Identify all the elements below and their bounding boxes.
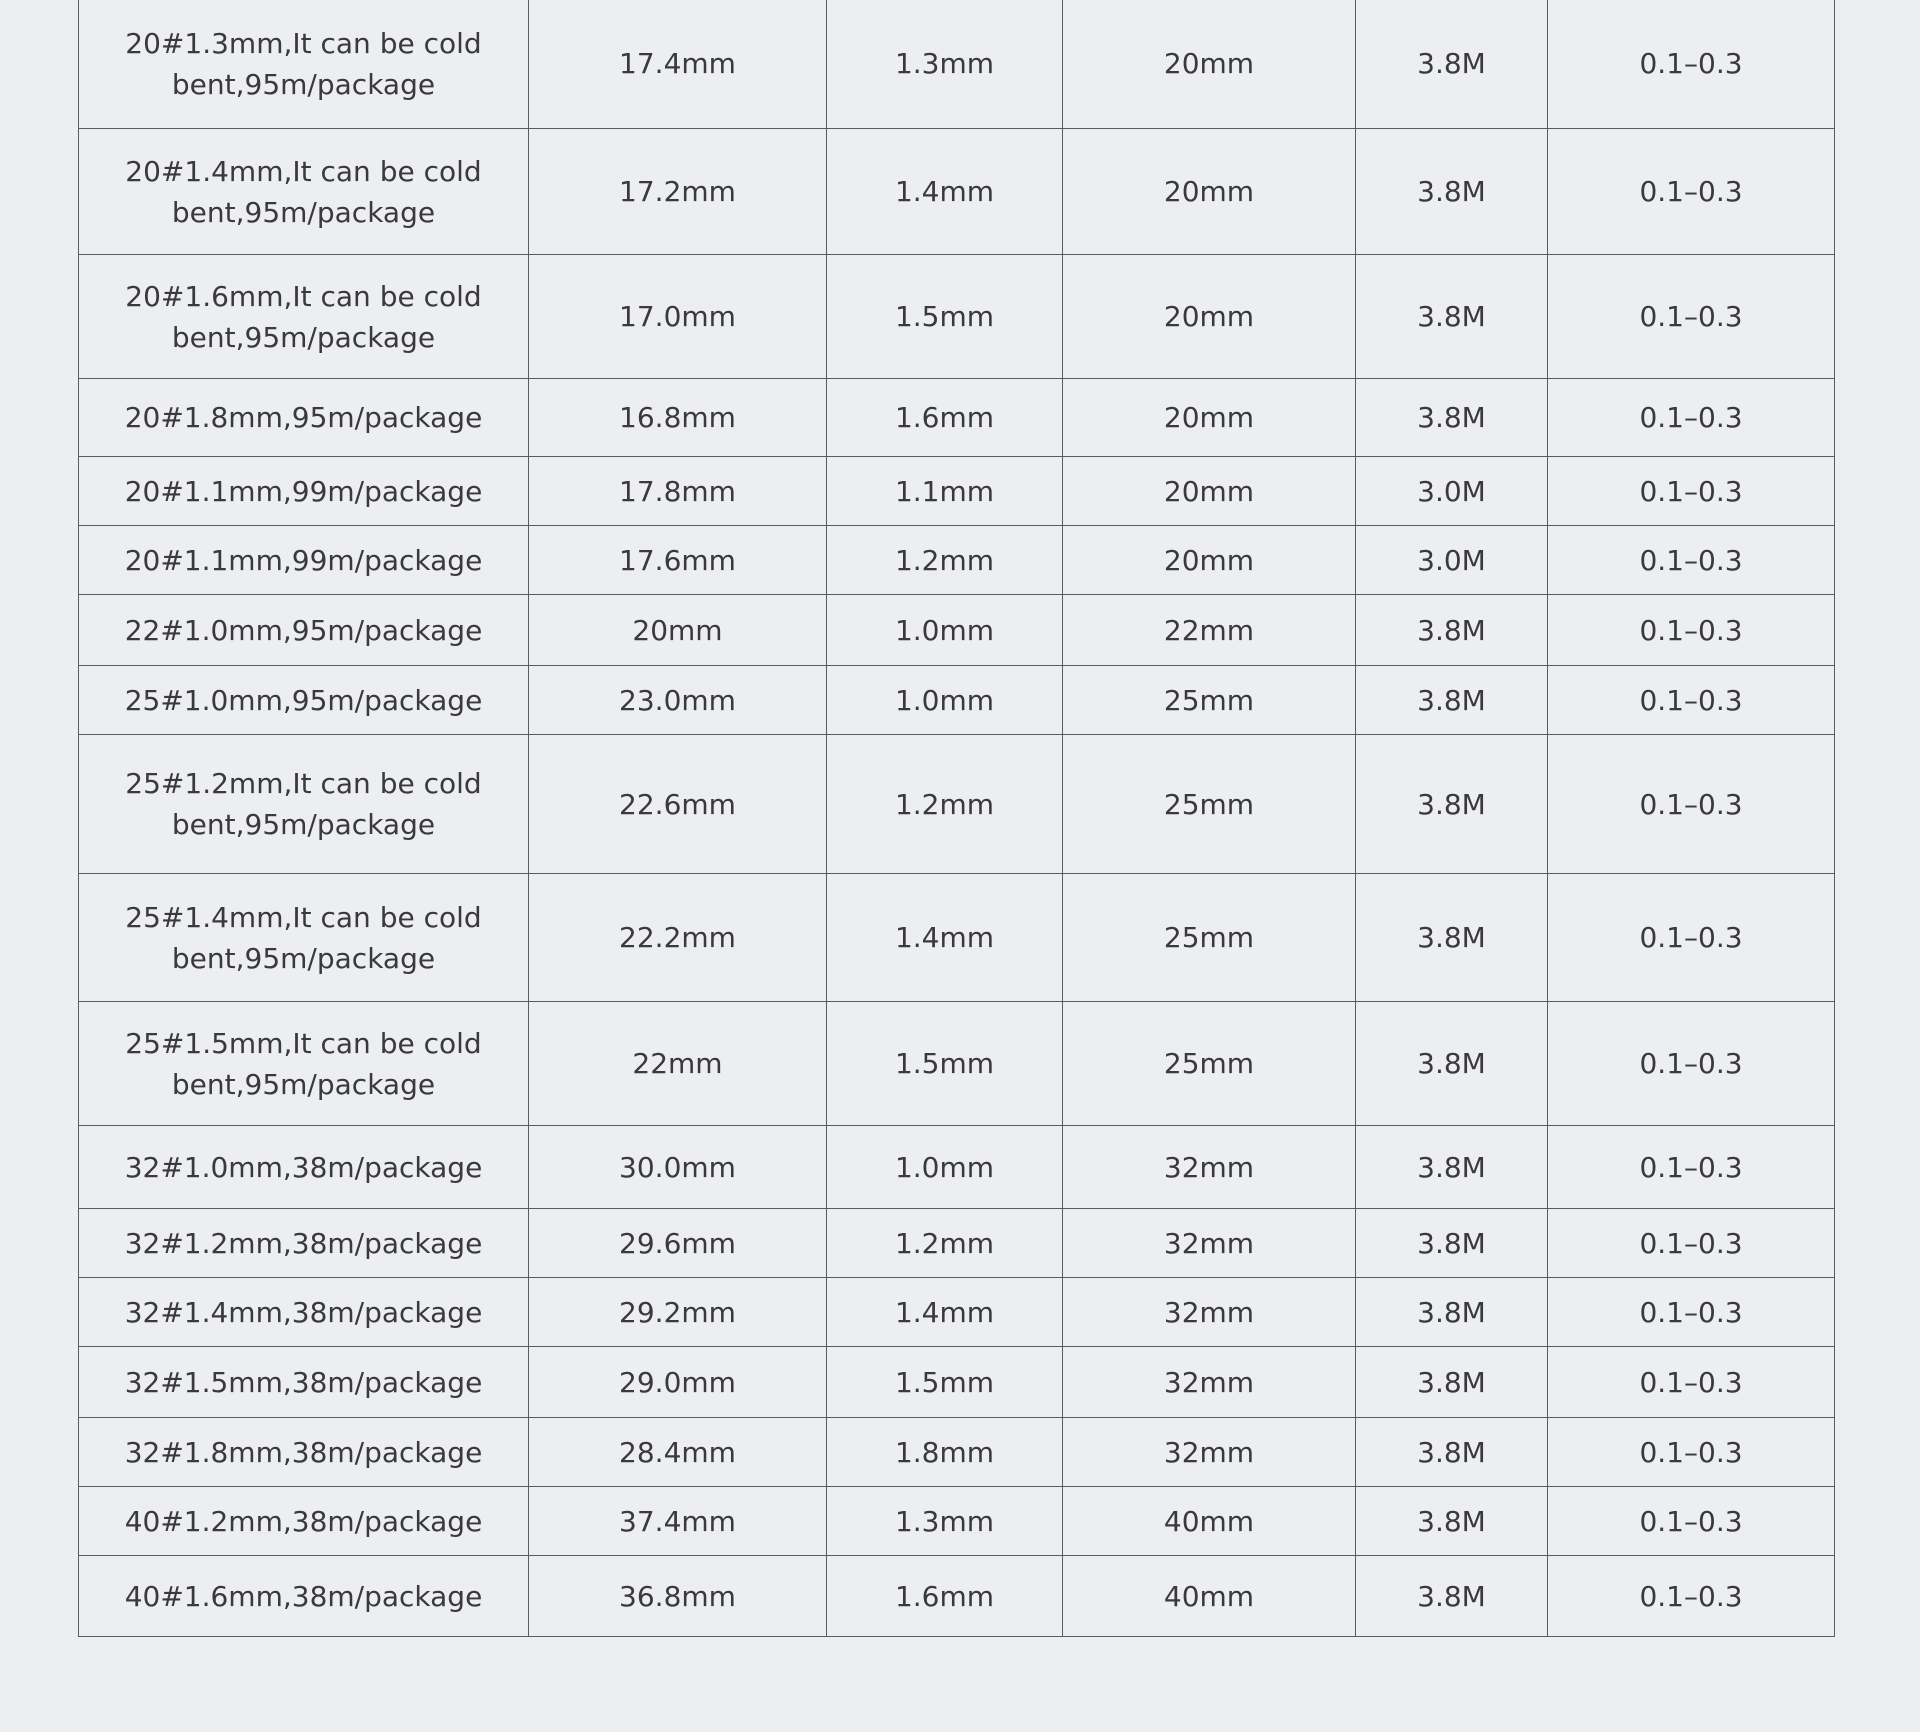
table-row — [79, 1347, 1835, 1418]
cell: 3.8M — [1356, 1347, 1548, 1418]
cell: 29.0mm — [529, 1347, 827, 1418]
cell: 3.8M — [1356, 1556, 1548, 1637]
spec-cell: 32#1.4mm,38m/package — [79, 1278, 529, 1347]
spec-cell: 32#1.5mm,38m/package — [79, 1347, 529, 1418]
cell: 17.4mm — [529, 0, 827, 129]
cell: 20mm — [1063, 457, 1356, 526]
table-row — [79, 1556, 1835, 1637]
table-row — [79, 666, 1835, 735]
cell: 1.2mm — [827, 1209, 1063, 1278]
cell: 17.2mm — [529, 129, 827, 255]
cell: 0.1–0.3 — [1548, 1556, 1835, 1637]
spec-cell: 20#1.1mm,99m/package — [79, 457, 529, 526]
cell: 20mm — [529, 595, 827, 666]
table-row — [79, 1126, 1835, 1209]
cell: 37.4mm — [529, 1487, 827, 1556]
cell: 20mm — [1063, 379, 1356, 457]
cell: 0.1–0.3 — [1548, 1278, 1835, 1347]
cell: 1.0mm — [827, 1126, 1063, 1209]
cell: 0.1–0.3 — [1548, 379, 1835, 457]
cell: 3.8M — [1356, 0, 1548, 129]
spec-cell: 20#1.3mm,It can be cold bent,95m/package — [79, 0, 529, 129]
cell: 22.6mm — [529, 735, 827, 874]
table-row — [79, 735, 1835, 874]
cell: 25mm — [1063, 1002, 1356, 1126]
cell: 22mm — [529, 1002, 827, 1126]
table-row — [79, 255, 1835, 379]
cell: 17.8mm — [529, 457, 827, 526]
cell: 3.0M — [1356, 526, 1548, 595]
cell: 29.6mm — [529, 1209, 827, 1278]
cell: 3.8M — [1356, 874, 1548, 1002]
cell: 3.8M — [1356, 1126, 1548, 1209]
cell: 40mm — [1063, 1487, 1356, 1556]
cell: 3.8M — [1356, 666, 1548, 735]
cell: 17.6mm — [529, 526, 827, 595]
cell: 1.2mm — [827, 735, 1063, 874]
cell: 1.5mm — [827, 1002, 1063, 1126]
cell: 20mm — [1063, 129, 1356, 255]
cell: 29.2mm — [529, 1278, 827, 1347]
cell: 36.8mm — [529, 1556, 827, 1637]
cell: 1.3mm — [827, 1487, 1063, 1556]
cell: 0.1–0.3 — [1548, 1487, 1835, 1556]
spec-cell: 40#1.6mm,38m/package — [79, 1556, 529, 1637]
spec-cell: 40#1.2mm,38m/package — [79, 1487, 529, 1556]
cell: 3.8M — [1356, 1002, 1548, 1126]
cell: 3.8M — [1356, 595, 1548, 666]
cell: 0.1–0.3 — [1548, 735, 1835, 874]
cell: 1.4mm — [827, 1278, 1063, 1347]
cell: 1.6mm — [827, 1556, 1063, 1637]
cell: 0.1–0.3 — [1548, 129, 1835, 255]
table-row — [79, 1002, 1835, 1126]
table-row — [79, 1209, 1835, 1278]
cell: 32mm — [1063, 1347, 1356, 1418]
cell: 22mm — [1063, 595, 1356, 666]
cell: 0.1–0.3 — [1548, 1126, 1835, 1209]
cell: 3.8M — [1356, 129, 1548, 255]
cell: 0.1–0.3 — [1548, 255, 1835, 379]
cell: 0.1–0.3 — [1548, 0, 1835, 129]
cell: 3.8M — [1356, 1278, 1548, 1347]
table-row — [79, 457, 1835, 526]
cell: 0.1–0.3 — [1548, 1347, 1835, 1418]
spec-cell: 25#1.0mm,95m/package — [79, 666, 529, 735]
cell: 0.1–0.3 — [1548, 1418, 1835, 1487]
spec-cell: 20#1.8mm,95m/package — [79, 379, 529, 457]
cell: 3.8M — [1356, 255, 1548, 379]
cell: 1.5mm — [827, 255, 1063, 379]
cell: 20mm — [1063, 526, 1356, 595]
cell: 20mm — [1063, 0, 1356, 129]
table-row — [79, 1278, 1835, 1347]
cell: 0.1–0.3 — [1548, 595, 1835, 666]
spec-cell: 32#1.2mm,38m/package — [79, 1209, 529, 1278]
cell: 0.1–0.3 — [1548, 874, 1835, 1002]
table-row — [79, 1418, 1835, 1487]
cell: 28.4mm — [529, 1418, 827, 1487]
cell: 22.2mm — [529, 874, 827, 1002]
cell: 32mm — [1063, 1126, 1356, 1209]
cell: 32mm — [1063, 1209, 1356, 1278]
cell: 3.8M — [1356, 1487, 1548, 1556]
cell: 32mm — [1063, 1278, 1356, 1347]
cell: 1.1mm — [827, 457, 1063, 526]
cell: 30.0mm — [529, 1126, 827, 1209]
cell: 1.0mm — [827, 666, 1063, 735]
spec-cell: 20#1.6mm,It can be cold bent,95m/package — [79, 255, 529, 379]
spec-cell: 32#1.8mm,38m/package — [79, 1418, 529, 1487]
cell: 25mm — [1063, 666, 1356, 735]
spec-cell: 25#1.5mm,It can be cold bent,95m/package — [79, 1002, 529, 1126]
table-row — [79, 526, 1835, 595]
spec-cell: 20#1.1mm,99m/package — [79, 526, 529, 595]
cell: 25mm — [1063, 874, 1356, 1002]
spec-cell: 25#1.4mm,It can be cold bent,95m/package — [79, 874, 529, 1002]
table-row — [79, 129, 1835, 255]
cell: 1.6mm — [827, 379, 1063, 457]
spec-table — [78, 0, 1835, 1637]
cell: 1.4mm — [827, 129, 1063, 255]
cell: 0.1–0.3 — [1548, 666, 1835, 735]
cell: 23.0mm — [529, 666, 827, 735]
table-row — [79, 1487, 1835, 1556]
spec-cell: 25#1.2mm,It can be cold bent,95m/package — [79, 735, 529, 874]
cell: 25mm — [1063, 735, 1356, 874]
cell: 3.8M — [1356, 1418, 1548, 1487]
cell: 32mm — [1063, 1418, 1356, 1487]
cell: 1.5mm — [827, 1347, 1063, 1418]
cell: 1.8mm — [827, 1418, 1063, 1487]
cell: 3.0M — [1356, 457, 1548, 526]
cell: 0.1–0.3 — [1548, 1002, 1835, 1126]
cell: 1.2mm — [827, 526, 1063, 595]
cell: 0.1–0.3 — [1548, 526, 1835, 595]
table-row — [79, 595, 1835, 666]
cell: 40mm — [1063, 1556, 1356, 1637]
spec-cell: 32#1.0mm,38m/package — [79, 1126, 529, 1209]
cell: 20mm — [1063, 255, 1356, 379]
spec-cell: 22#1.0mm,95m/package — [79, 595, 529, 666]
cell: 0.1–0.3 — [1548, 457, 1835, 526]
cell: 3.8M — [1356, 379, 1548, 457]
cell: 1.0mm — [827, 595, 1063, 666]
table-row — [79, 874, 1835, 1002]
table-row — [79, 379, 1835, 457]
cell: 1.4mm — [827, 874, 1063, 1002]
cell: 16.8mm — [529, 379, 827, 457]
cell: 3.8M — [1356, 735, 1548, 874]
cell: 0.1–0.3 — [1548, 1209, 1835, 1278]
spec-cell: 20#1.4mm,It can be cold bent,95m/package — [79, 129, 529, 255]
cell: 1.3mm — [827, 0, 1063, 129]
cell: 3.8M — [1356, 1209, 1548, 1278]
cell: 17.0mm — [529, 255, 827, 379]
table-row — [79, 0, 1835, 129]
